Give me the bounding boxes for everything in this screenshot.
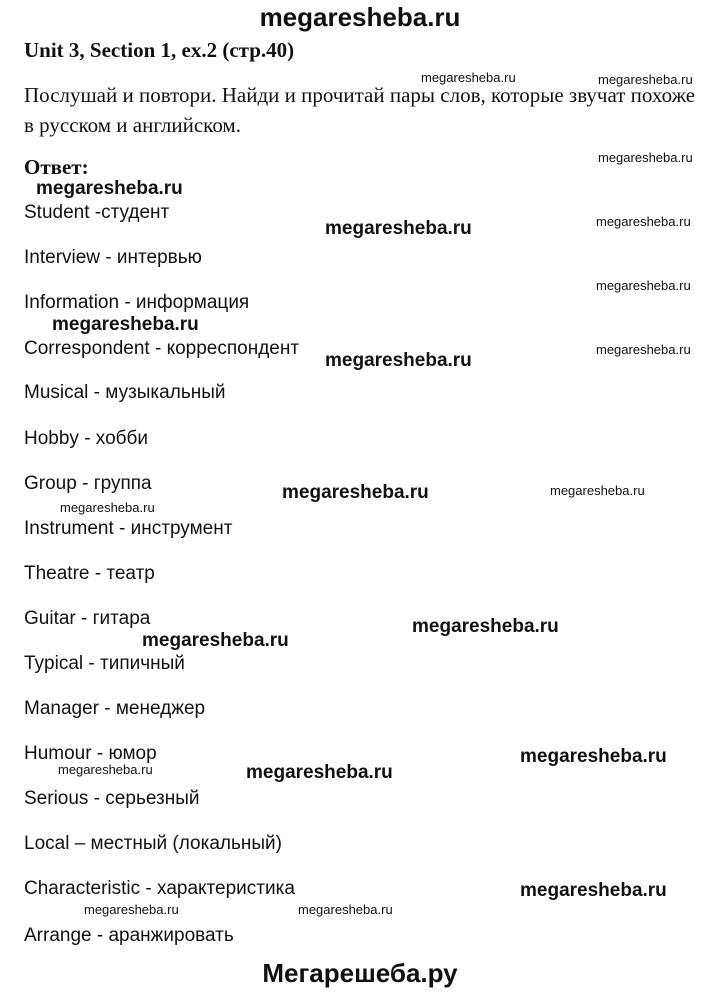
watermark: megaresheba.ru [598,150,693,165]
answer-label: Ответ: [24,155,89,179]
word-pair: Instrument - инструмент [24,518,233,539]
word-pair: Typical - типичный [24,653,185,674]
word-pair: Arrange - аранжировать [24,925,234,946]
watermark: megaresheba.ru [246,762,393,783]
watermark: megaresheba.ru [282,482,429,503]
watermark: megaresheba.ru [412,616,559,637]
watermark: megaresheba.ru [298,902,393,917]
watermark: megaresheba.ru [596,214,691,229]
watermark: megaresheba.ru [325,218,472,239]
watermark: megaresheba.ru [596,342,691,357]
watermark: megaresheba.ru [421,70,516,85]
watermark: megaresheba.ru [58,762,153,777]
watermark: megaresheba.ru [325,350,472,371]
word-pair: Hobby - хобби [24,428,149,449]
word-pair: Humour - юмор [24,743,157,764]
watermark: megaresheba.ru [520,880,667,901]
word-pair: Manager - менеджер [24,698,206,719]
watermark: megaresheba.ru [52,314,199,335]
word-pair: Group - группа [24,473,152,494]
watermark: megaresheba.ru [596,278,691,293]
word-pair: Theatre - театр [24,563,155,584]
word-pair: Interview - интервью [24,247,202,268]
word-pair: Local – местный (локальный) [24,833,282,854]
word-pair: Correspondent - корреспондент [24,338,300,359]
exercise-title: Unit 3, Section 1, ex.2 (стр.40) [24,38,295,62]
watermark: megaresheba.ru [142,630,289,651]
word-pair: Student -студент [24,202,170,223]
word-pair: Information - информация [24,292,250,313]
watermark: megaresheba.ru [84,902,179,917]
watermark: megaresheba.ru [60,500,155,515]
watermark: megaresheba.ru [550,483,645,498]
word-pair: Guitar - гитара [24,608,151,629]
site-footer[interactable]: Мегарешеба.ру [262,958,458,988]
watermark: megaresheba.ru [36,178,183,199]
word-pair: Serious - серьезный [24,788,200,809]
site-header[interactable]: megaresheba.ru [259,2,461,32]
watermark: megaresheba.ru [520,746,667,767]
word-pair: Characteristic - характеристика [24,878,295,899]
exercise-instruction: Послушай и повтори. Найди и прочитай пары слов, которые звучат похоже в русском и английском. [24,83,696,137]
watermark: megaresheba.ru [598,72,693,87]
word-pair: Musical - музыкальный [24,382,226,403]
